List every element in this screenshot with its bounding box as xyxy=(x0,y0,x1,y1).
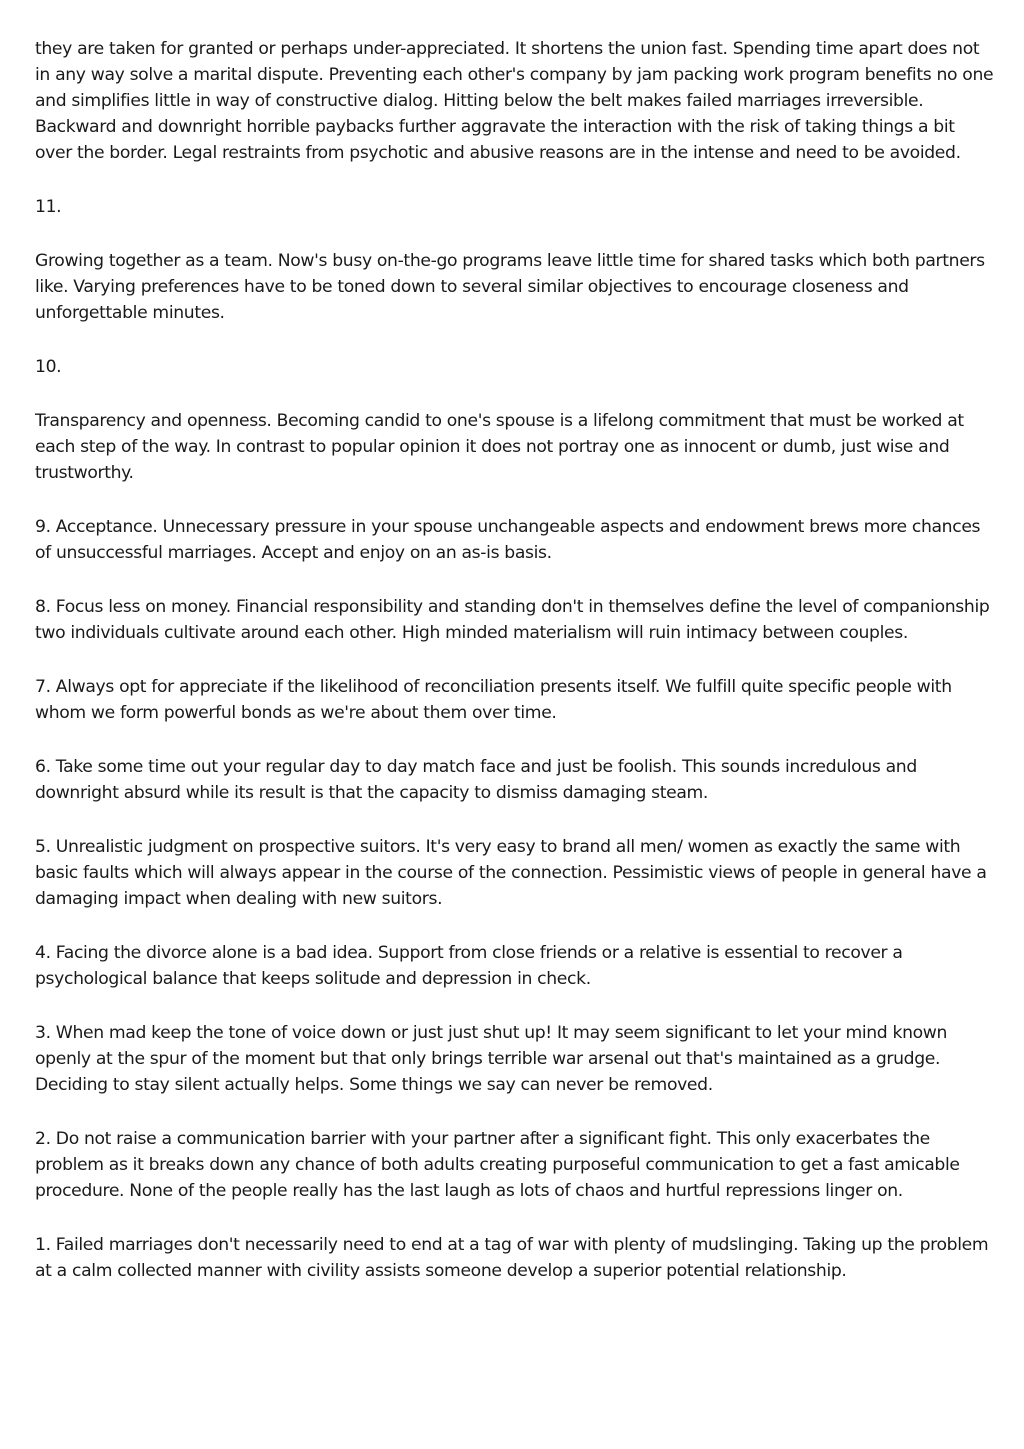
paragraph-item-4: 4. Facing the divorce alone is a bad idea. Support from close friends or a relative is essential to recover a psychological balance that keeps solitude and depression in check. xyxy=(35,943,903,989)
paragraph-item-5: 5. Unrealistic judgment on prospective suitors. It's very easy to brand all men/ women as exactly the same with basic faults which will always appear in the course of the connection. Pessimistic views of people in general have a damaging impact when dealing with new suitors. xyxy=(35,837,987,909)
section-number-11: 11. xyxy=(35,197,62,217)
paragraph-transparency: Transparency and openness. Becoming candid to one's spouse is a lifelong commitment that must be worked at each step of the way. In contrast to popular opinion it does not portray one as innocent or dumb, just wise and trustworthy. xyxy=(35,411,964,483)
paragraph-item-8: 8. Focus less on money. Financial responsibility and standing don't in themselves define the level of companionship two individuals cultivate around each other. High minded materialism will ruin intimacy between couples. xyxy=(35,597,990,643)
paragraph-intro-continuation: they are taken for granted or perhaps under-appreciated. It shortens the union fast. Spending time apart does not in any way solve a marital dispute. Preventing each other's company by jam packing work program benefits no one and simplifies little in way of constructive dialog. Hitting below the belt makes failed marriages irreversible. Backward and downright horrible paybacks further aggravate the interaction with the risk of taking things a bit over the border. Legal restraints from psychotic and abusive reasons are in the intense and need to be avoided. xyxy=(35,39,994,163)
paragraph-item-9: 9. Acceptance. Unnecessary pressure in your spouse unchangeable aspects and endowment brews more chances of unsuccessful marriages. Accept and enjoy on an as-is basis. xyxy=(35,517,981,563)
paragraph-item-2: 2. Do not raise a communication barrier with your partner after a significant fight. This only exacerbates the problem as it breaks down any chance of both adults creating purposeful communication to get a fast amicable procedure. None of the people really has the last laugh as lots of chaos and hurtful repressions linger on. xyxy=(35,1129,960,1201)
section-number-10: 10. xyxy=(35,357,62,377)
paragraph-growing-together: Growing together as a team. Now's busy on-the-go programs leave little time for shared tasks which both partners like. Varying preferences have to be toned down to several similar objectives to encourage closeness and unforgettable minutes. xyxy=(35,251,985,323)
paragraph-item-3: 3. When mad keep the tone of voice down or just just shut up! It may seem significant to let your mind known openly at the spur of the moment but that only brings terrible war arsenal out that's maintained as a grudge. Deciding to stay silent actually helps. Some things we say can never be removed. xyxy=(35,1023,948,1095)
paragraph-item-7: 7. Always opt for appreciate if the likelihood of reconciliation presents itself. We fulfill quite specific people with whom we form powerful bonds as we're about them over time. xyxy=(35,677,952,723)
paragraph-item-6: 6. Take some time out your regular day to day match face and just be foolish. This sounds incredulous and downright absurd while its result is that the capacity to dismiss damaging steam. xyxy=(35,757,917,803)
paragraph-item-1: 1. Failed marriages don't necessarily need to end at a tag of war with plenty of mudslinging. Taking up the problem at a calm collected manner with civility assists someone develop a superior potential relationship. xyxy=(35,1235,989,1281)
document-body xyxy=(35,36,995,1312)
